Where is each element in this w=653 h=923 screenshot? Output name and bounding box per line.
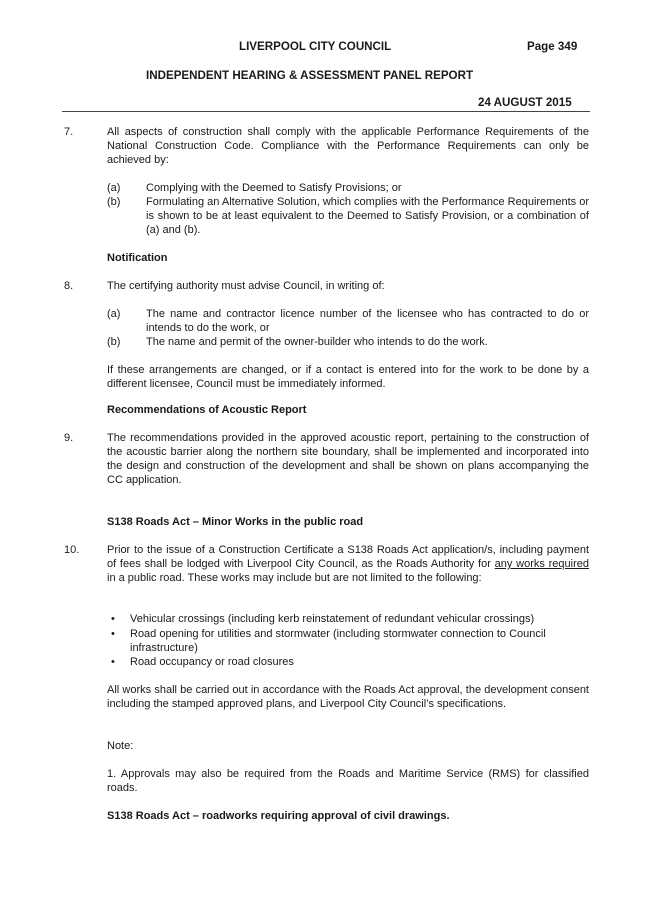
item-7-a-text: Complying with the Deemed to Satisfy Provisions; or xyxy=(146,182,402,194)
item-10-text-underlined: any works required xyxy=(494,557,589,570)
bullet-icon: • xyxy=(111,628,115,640)
s138-civil-drawings-heading: S138 Roads Act – roadworks requiring approval of civil drawings. xyxy=(107,810,450,822)
item-8-b-label: (b) xyxy=(107,336,121,348)
notification-heading: Notification xyxy=(107,252,168,264)
item-9-number: 9. xyxy=(64,432,74,444)
item-8-text: The certifying authority must advise Council, in writing of: xyxy=(107,280,385,292)
item-7-b-text: Formulating an Alternative Solution, which complies with the Performance Requirements or is shown to be at least equivalent to the Deemed to Satisfy Provision, or a combination of (a) and (b). xyxy=(146,196,589,236)
bullet-icon: • xyxy=(111,656,115,668)
item-7-number: 7. xyxy=(64,126,74,138)
page-number: Page 349 xyxy=(527,40,578,53)
item-10-note-text: 1. Approvals may also be required from the Roads and Maritime Service (RMS) for classified roads. xyxy=(107,768,589,794)
item-8-a-text: The name and contractor licence number of the licensee who has contracted to do or intends to do the work, or xyxy=(146,308,589,334)
item-7-text: All aspects of construction shall comply with the applicable Performance Requirements of the National Construction Code. Compliance with the Performance Requirements can only be achieved by: xyxy=(107,126,589,166)
item-10-text-after: in a public road. These works may include but are not limited to the following: xyxy=(107,571,482,584)
report-title: INDEPENDENT HEARING & ASSESSMENT PANEL REPORT xyxy=(146,69,474,82)
item-10-bullet-1: Vehicular crossings (including kerb reinstatement of redundant vehicular crossings) xyxy=(130,613,535,625)
item-10-text xyxy=(107,544,589,586)
council-name: LIVERPOOL CITY COUNCIL xyxy=(239,40,392,53)
s138-minor-works-heading: S138 Roads Act – Minor Works in the public road xyxy=(107,516,364,528)
report-date: 24 AUGUST 2015 xyxy=(478,96,572,109)
item-10-note-label: Note: xyxy=(107,740,134,752)
item-7-a-label: (a) xyxy=(107,182,121,194)
item-10-bullet-3: Road occupancy or road closures xyxy=(130,656,294,668)
item-9-text: The recommendations provided in the approved acoustic report, pertaining to the construction of the acoustic barrier along the northern site boundary, shall be implemented and incorporated into the design and construction of the development and shall be shown on plans accompanying the CC application. xyxy=(107,432,589,486)
item-10-number: 10. xyxy=(64,544,80,556)
item-8-b-text: The name and permit of the owner-builder who intends to do the work. xyxy=(146,336,488,348)
acoustic-heading: Recommendations of Acoustic Report xyxy=(107,404,307,416)
item-10-paragraph: All works shall be carried out in accordance with the Roads Act approval, the development consent including the stamped approved plans, and Liverpool City Council’s specifications. xyxy=(107,684,589,710)
item-7-b-label: (b) xyxy=(107,196,121,208)
item-8-paragraph: If these arrangements are changed, or if a contact is entered into for the work to be done by a different licensee, Council must be immediately informed. xyxy=(107,364,589,390)
bullet-icon: • xyxy=(111,613,115,625)
item-10-text-before: Prior to the issue of a Construction Certificate a S138 Roads Act application/s, including payment of fees shall be lodged with Liverpool City Council, as the Roads Authority for xyxy=(107,544,589,570)
item-8-a-label: (a) xyxy=(107,308,121,320)
item-10-bullet-2: Road opening for utilities and stormwater (including stormwater connection to Council infrastructure) xyxy=(130,628,546,654)
header-divider xyxy=(62,111,590,112)
item-8-number: 8. xyxy=(64,280,74,292)
